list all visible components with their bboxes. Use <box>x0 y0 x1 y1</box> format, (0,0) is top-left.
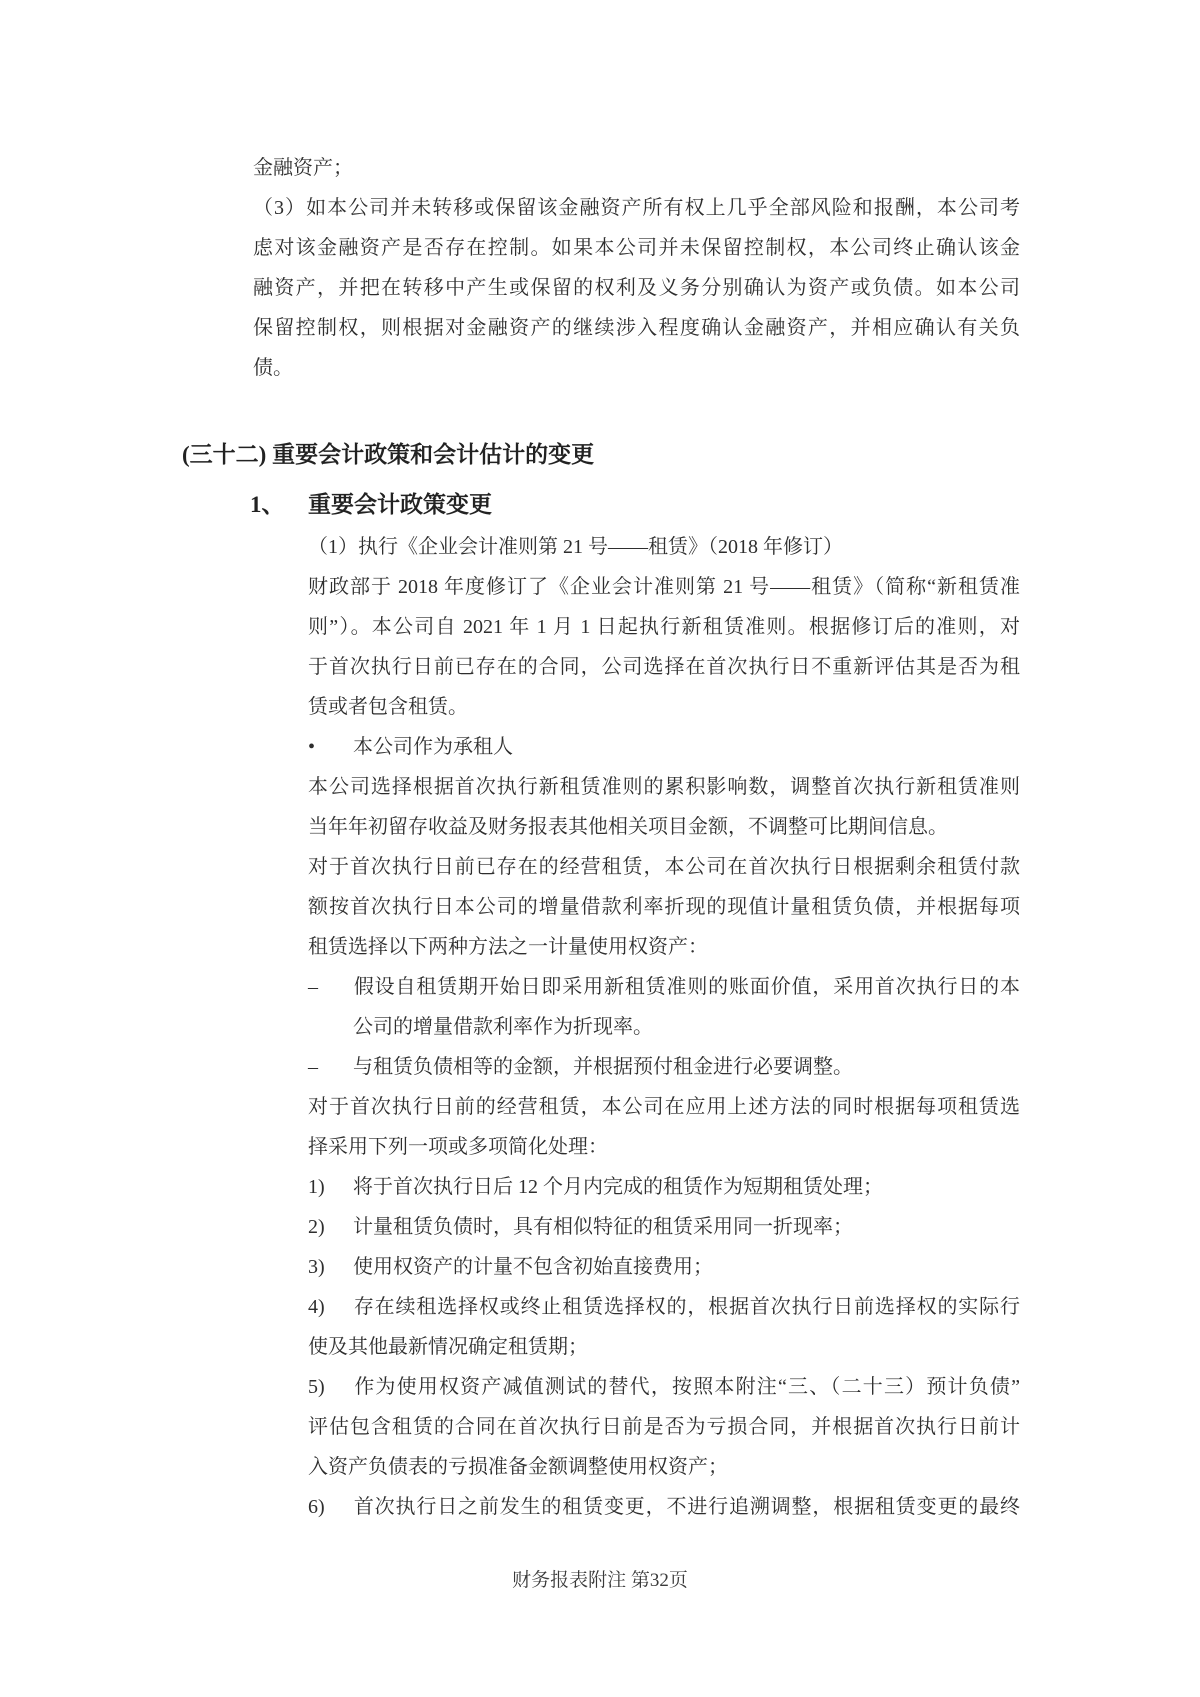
paragraph-line: 租赁选择以下两种方法之一计量使用权资产： <box>308 936 708 958</box>
numbered-list-item <box>308 1487 1020 1527</box>
paragraph-line: 对于首次执行日前的经营租赁，本公司在应用上述方法的同时根据每项租赁选 <box>308 1096 1020 1118</box>
bullet-item <box>308 727 1020 767</box>
paragraph-line: 择采用下列一项或多项简化处理： <box>308 1136 608 1158</box>
subsection-title: 重要会计政策变更 <box>308 492 492 517</box>
bullet-text: 本公司作为承租人 <box>353 736 513 758</box>
policy-change-body <box>308 527 1020 1527</box>
paragraph-line: 财政部于 2018 年度修订了《企业会计准则第 21 号——租赁》（简称“新租赁准 <box>308 576 1020 598</box>
list-number: 5) <box>308 1376 325 1398</box>
paragraph-line: 融资产，并把在转移中产生或保留的权利及义务分别确认为资产或负债。如本公司 <box>253 277 1020 299</box>
paragraph-line: 对于首次执行日前已存在的经营租赁，本公司在首次执行日根据剩余租赁付款 <box>308 856 1020 878</box>
dash-marker: – <box>308 976 318 998</box>
paragraph-line: （3）如本公司并未转移或保留该金融资产所有权上几乎全部风险和报酬，本公司考 <box>253 197 1020 219</box>
item-title: （1）执行《企业会计准则第 21 号——租赁》（2018 年修订） <box>308 536 843 558</box>
numbered-list-item <box>308 1207 1020 1247</box>
paragraph-line: 赁或者包含租赁。 <box>308 696 468 718</box>
bullet-icon: • <box>308 736 316 758</box>
list-item-text: 将于首次执行日后 12 个月内完成的租赁作为短期租赁处理； <box>353 1176 883 1198</box>
list-number: 1) <box>308 1176 325 1198</box>
numbered-list-item <box>308 1367 1020 1407</box>
dash-list-item <box>308 1047 1020 1087</box>
paragraph-line: 则”）。本公司自 2021 年 1 月 1 日起执行新租赁准则。根据修订后的准则，对 <box>308 616 1020 638</box>
paragraph-line: 于首次执行日前已存在的合同，公司选择在首次执行日不重新评估其是否为租 <box>308 656 1020 678</box>
list-number: 4) <box>308 1296 325 1318</box>
page-footer: 财务报表附注 第32页 <box>512 1570 688 1591</box>
paragraph-line: 本公司选择根据首次执行新租赁准则的累积影响数，调整首次执行新租赁准则 <box>308 776 1020 798</box>
numbered-list-item <box>308 1247 1020 1287</box>
paragraph-line: 金融资产； <box>253 157 353 179</box>
subsection-number: 1、 <box>250 492 285 517</box>
dash-list-item <box>308 967 1020 1007</box>
list-item-text: 存在续租选择权或终止租赁选择权的，根据首次执行日前选择权的实际行 <box>353 1296 1020 1318</box>
dash-list-item-continuation: 公司的增量借款利率作为折现率。 <box>353 1016 653 1038</box>
numbered-list-item-continuation: 入资产负债表的亏损准备金额调整使用权资产； <box>308 1456 728 1478</box>
list-number: 6) <box>308 1496 325 1518</box>
numbered-list-item <box>308 1167 1020 1207</box>
list-item-text: 首次执行日之前发生的租赁变更，不进行追溯调整，根据租赁变更的最终 <box>353 1496 1020 1518</box>
dash-marker: – <box>308 1056 318 1078</box>
numbered-list-item-continuation: 评估包含租赁的合同在首次执行日前是否为亏损合同，并根据首次执行日前计 <box>308 1416 1020 1438</box>
paragraph-line: 债。 <box>253 357 293 379</box>
paragraph-line: 虑对该金融资产是否存在控制。如果本公司并未保留控制权，本公司终止确认该金 <box>253 237 1020 259</box>
section-heading: (三十二) 重要会计政策和会计估计的变更 <box>182 442 595 467</box>
list-item-text: 假设自租赁期开始日即采用新租赁准则的账面价值，采用首次执行日的本 <box>353 976 1020 998</box>
list-item-text: 与租赁负债相等的金额，并根据预付租金进行必要调整。 <box>353 1056 853 1078</box>
list-item-text: 使用权资产的计量不包含初始直接费用； <box>353 1256 713 1278</box>
list-item-text: 作为使用权资产减值测试的替代，按照本附注“三、（二十三）预计负债” <box>353 1376 1020 1398</box>
paragraph-line: 额按首次执行日本公司的增量借款利率折现的现值计量租赁负债，并根据每项 <box>308 896 1020 918</box>
list-number: 3) <box>308 1256 325 1278</box>
intro-paragraph-block <box>253 148 1020 388</box>
paragraph-line: 当年年初留存收益及财务报表其他相关项目金额，不调整可比期间信息。 <box>308 816 948 838</box>
subsection-heading <box>250 483 1200 527</box>
numbered-list-item <box>308 1287 1020 1327</box>
list-number: 2) <box>308 1216 325 1238</box>
paragraph-line: 保留控制权，则根据对金融资产的继续涉入程度确认金融资产，并相应确认有关负 <box>253 317 1020 339</box>
page-content <box>0 148 1200 1527</box>
list-item-text: 计量租赁负债时，具有相似特征的租赁采用同一折现率； <box>353 1216 853 1238</box>
numbered-list-item-continuation: 使及其他最新情况确定租赁期； <box>308 1336 588 1358</box>
